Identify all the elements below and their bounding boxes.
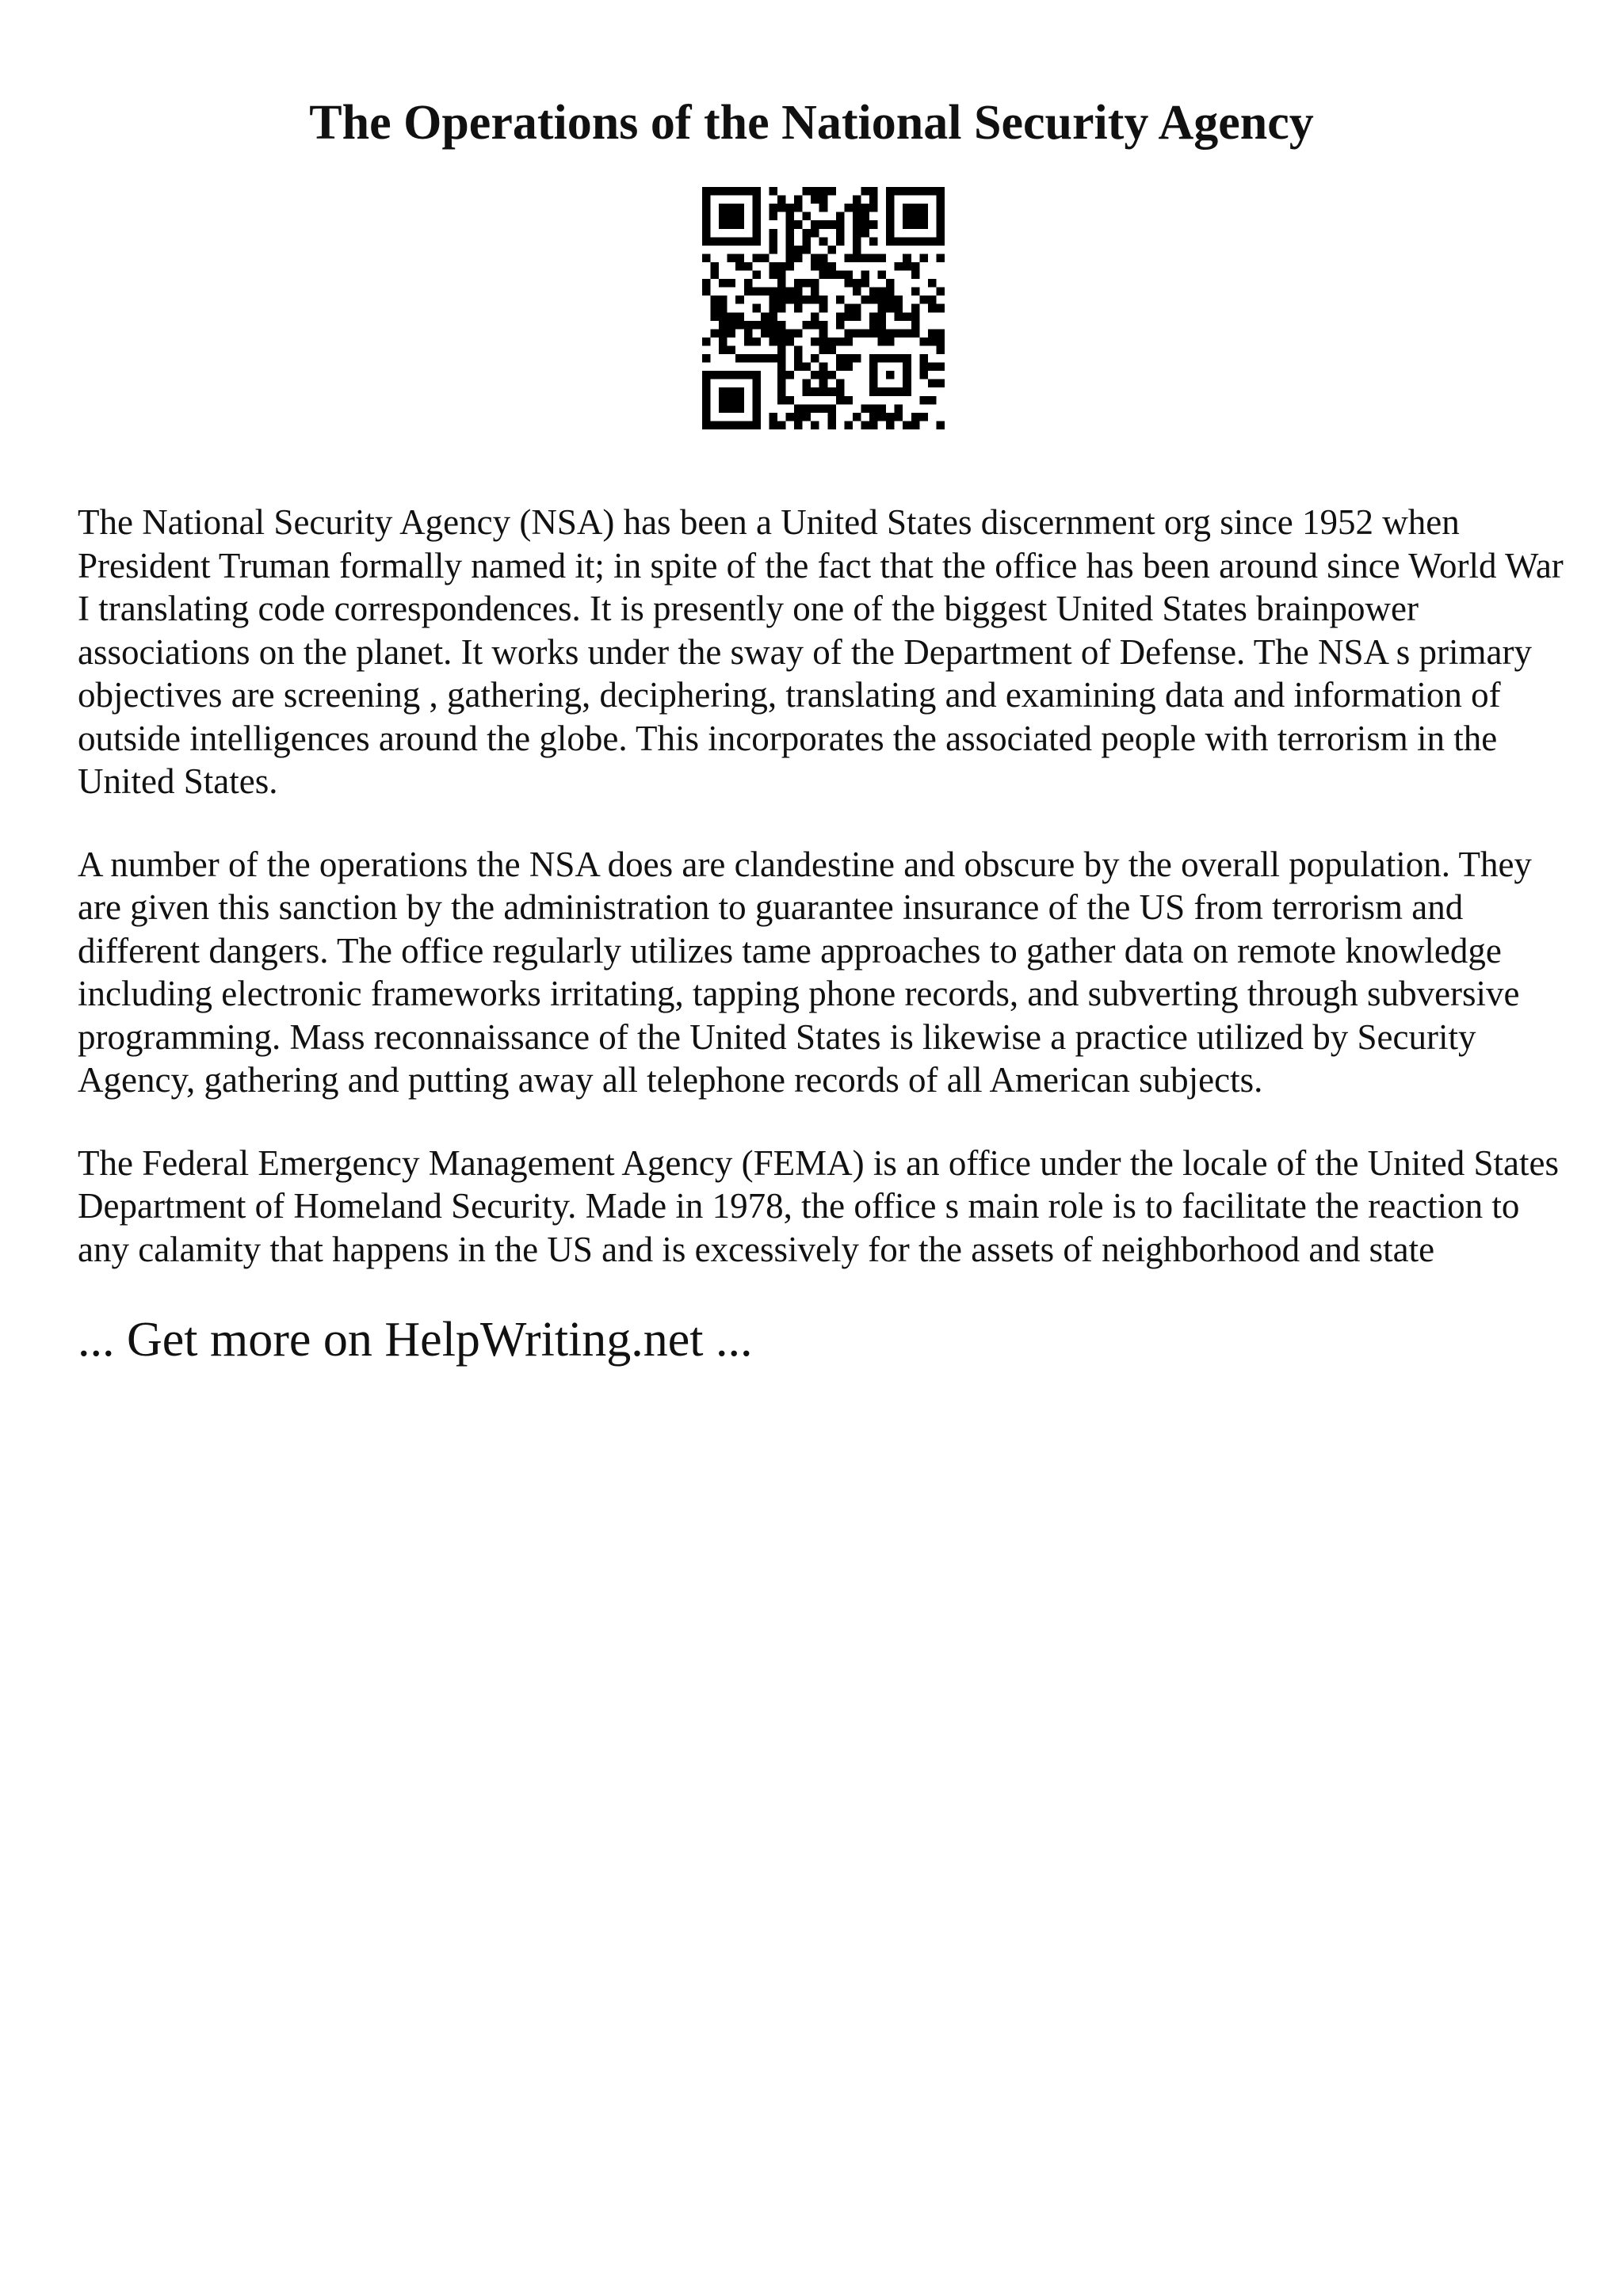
paragraph-3: The Federal Emergency Management Agency (FEMA) is an office under the locale of the United States Department of Homeland Security. Made in 1978, the office s main role is to facilitate the reaction to any calamity that happens in the US and is excessively for the assets of neighborhood and state <box>78 1142 1559 1269</box>
article-body <box>78 501 1568 1369</box>
promo-link[interactable]: ... Get more on HelpWriting.net ... <box>78 1313 753 1367</box>
qr-code-icon[interactable] <box>702 187 945 429</box>
paragraph-1: The National Security Agency (NSA) has been a United States discernment org since 1952 when President Truman formally named it; in spite of the fact that the office has been around since World War I translating code correspondences. It is presently one of the biggest United States brainpower associations on the planet. It works under the sway of the Department of Defense. The NSA s primary objectives are screening , gathering, deciphering, translating and examining data and information of outside intelligences around the globe. This incorporates the associated people with terrorism in the United States. <box>78 502 1564 801</box>
qr-code-graphic <box>702 187 945 429</box>
paragraph-2: A number of the operations the NSA does are clandestine and obscure by the overall population. They are given this sanction by the administration to guarantee insurance of the US from terrorism and different dangers. The office regularly utilizes tame approaches to gather data on remote knowledge including electronic frameworks irritating, tapping phone records, and subverting through subversive programming. Mass reconnaissance of the United States is likewise a practice utilized by Security Agency, gathering and putting away all telephone records of all American subjects. <box>78 844 1532 1100</box>
document-title: The Operations of the National Security Agency <box>309 96 1314 150</box>
